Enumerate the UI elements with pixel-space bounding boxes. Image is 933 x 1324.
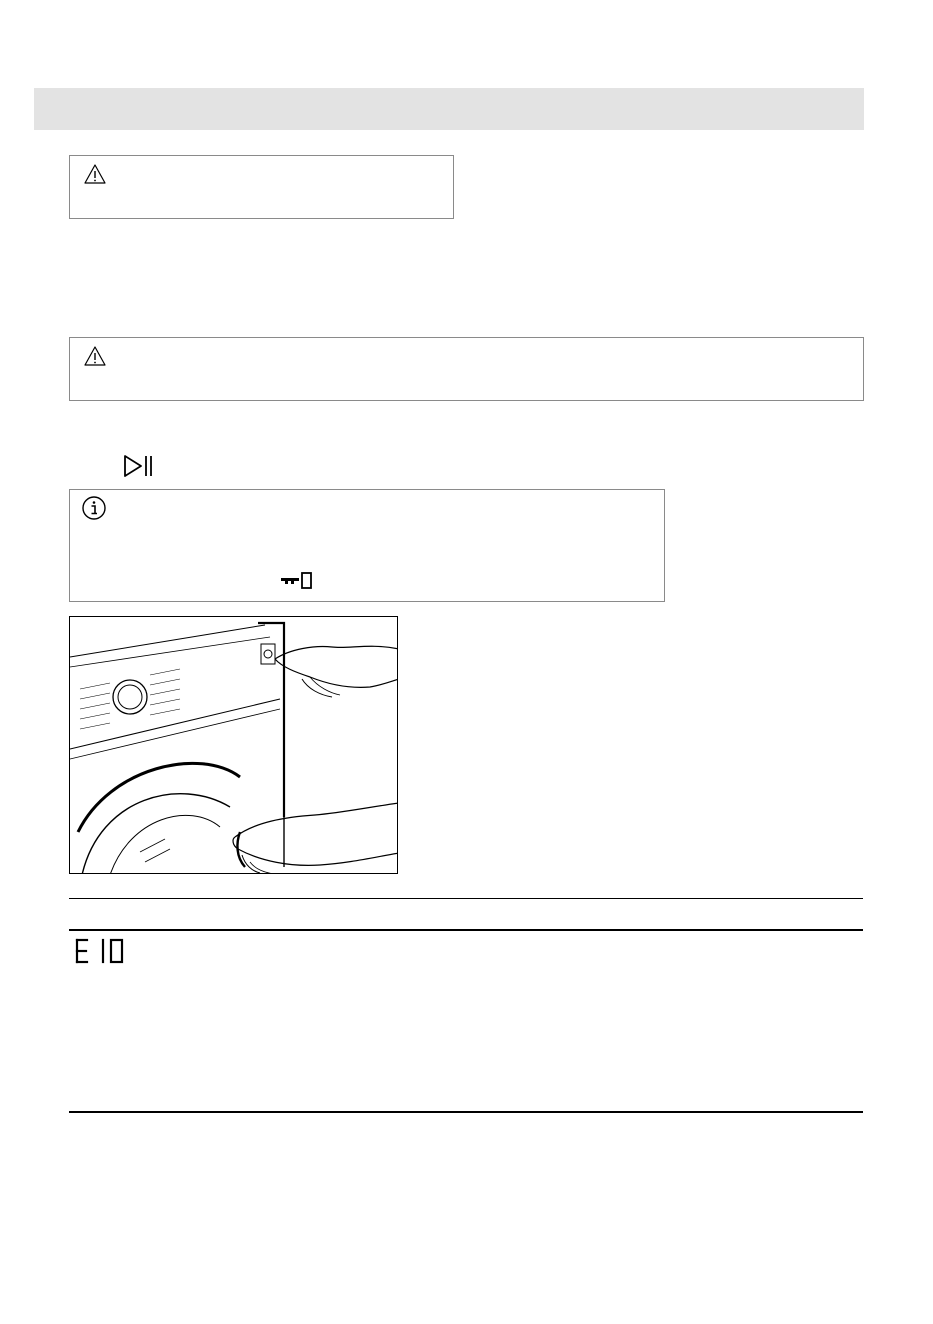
table-bottom-rule: [69, 1111, 863, 1113]
section-header-band: [34, 88, 864, 130]
warning-box: [69, 155, 454, 219]
illustration-drawing: [70, 617, 398, 874]
info-icon: [81, 495, 107, 521]
warning-triangle-icon: [83, 345, 107, 367]
start-pause-icon: [123, 454, 155, 478]
child-lock-key-icon: [280, 571, 314, 591]
seven-segment-error-code: [75, 938, 127, 964]
washing-machine-door-hands-illustration: [69, 616, 398, 874]
table-top-rule: [69, 898, 863, 899]
warning-box: [69, 337, 864, 401]
table-header-rule: [69, 929, 863, 931]
warning-triangle-icon: [83, 163, 107, 185]
info-box: [69, 489, 665, 602]
